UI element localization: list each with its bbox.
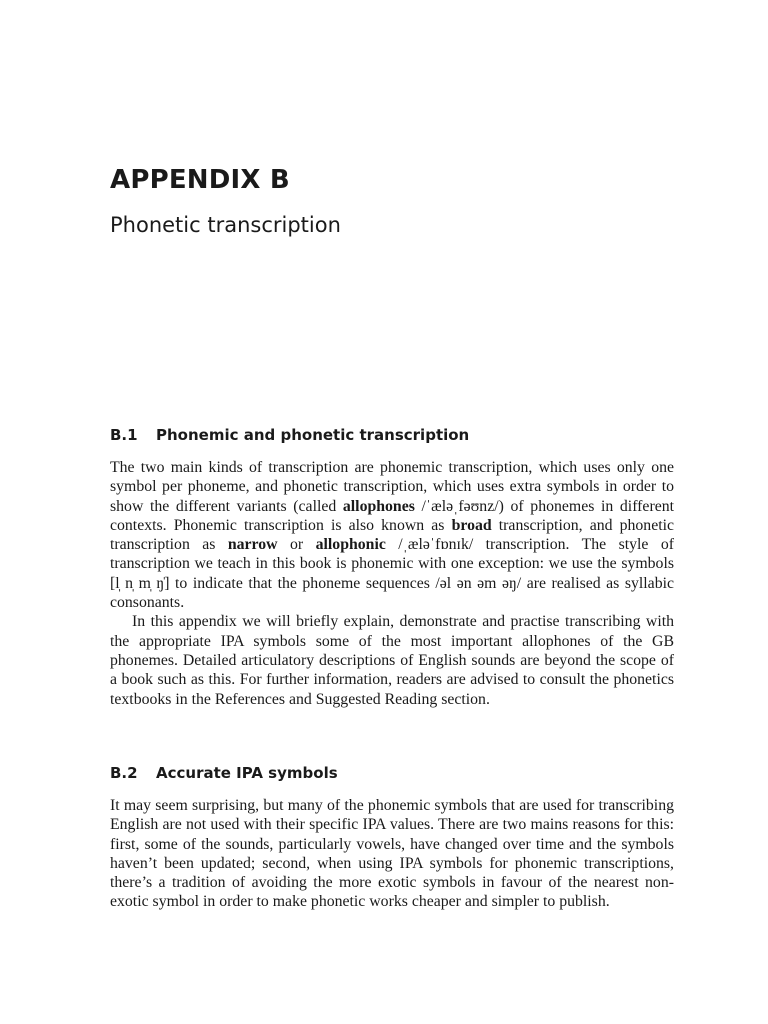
term-narrow: narrow <box>227 536 278 554</box>
term-broad: broad <box>451 516 492 534</box>
book-page <box>110 0 674 1024</box>
term-allophones: allophones <box>342 497 415 515</box>
section-title: Accurate IPA symbols <box>156 764 338 782</box>
section-heading <box>110 761 674 785</box>
paragraph-text: /ˈæləˌfəʊnz/) of phonemes in different contexts. Phonemic transcription is also known as <box>110 497 674 534</box>
paragraph-text: The two main kinds of transcription are phonemic transcription, which uses only one symbol per phoneme, and phonetic transcription, which uses extra symbols in order to show the different variants (called <box>110 459 674 515</box>
section-title: Phonemic and phonetic transcription <box>156 426 470 444</box>
paragraph-text: or <box>277 536 316 554</box>
appendix-title: APPENDIX B <box>110 165 290 195</box>
paragraph: It may seem surprising, but many of the phonemic symbols that are used for transcribing English are not used with their specific IPA values. There are two mains reasons for this: first, some of the sounds, particularly vowels, have changed over time and the symbols haven’t been updated; second, when using IPA symbols for phonemic transcriptions, there’s a tradition of avoiding the more exotic symbols in favour of the nearest non-exotic symbol in order to make phonetic works cheaper and simpler to publish. <box>110 797 674 911</box>
section-number: B.1 <box>110 426 138 444</box>
appendix-subtitle: Phonetic transcription <box>110 213 341 237</box>
paragraph: In this appendix we will briefly explain, demonstrate and practise transcribing with the appropriate IPA symbols some of the most important allophones of the GB phonemes. Detailed articulatory descriptions of English sounds are beyond the scope of a book such as this. For further information, readers are advised to consult the phonetics textbooks in the References and Suggested Reading section. <box>110 613 674 708</box>
paragraph-text: transcription, and phonetic transcription as <box>110 516 675 554</box>
section-b2 <box>110 761 674 912</box>
section-number: B.2 <box>110 764 138 782</box>
paragraph-text: /ˌæləˈfɒnɪk/ transcription. The style of transcription we teach in this book is phonemic with one exception: we use the symbols [l̩ n̩ m̩ ŋ̍] to indicate that the phoneme sequences /əl ən əm əŋ/ are realised as syllabic consonants. <box>110 536 675 612</box>
term-allophonic: allophonic <box>315 536 386 554</box>
section-heading <box>110 423 674 447</box>
paragraph <box>110 458 674 612</box>
section-b1 <box>110 423 674 709</box>
